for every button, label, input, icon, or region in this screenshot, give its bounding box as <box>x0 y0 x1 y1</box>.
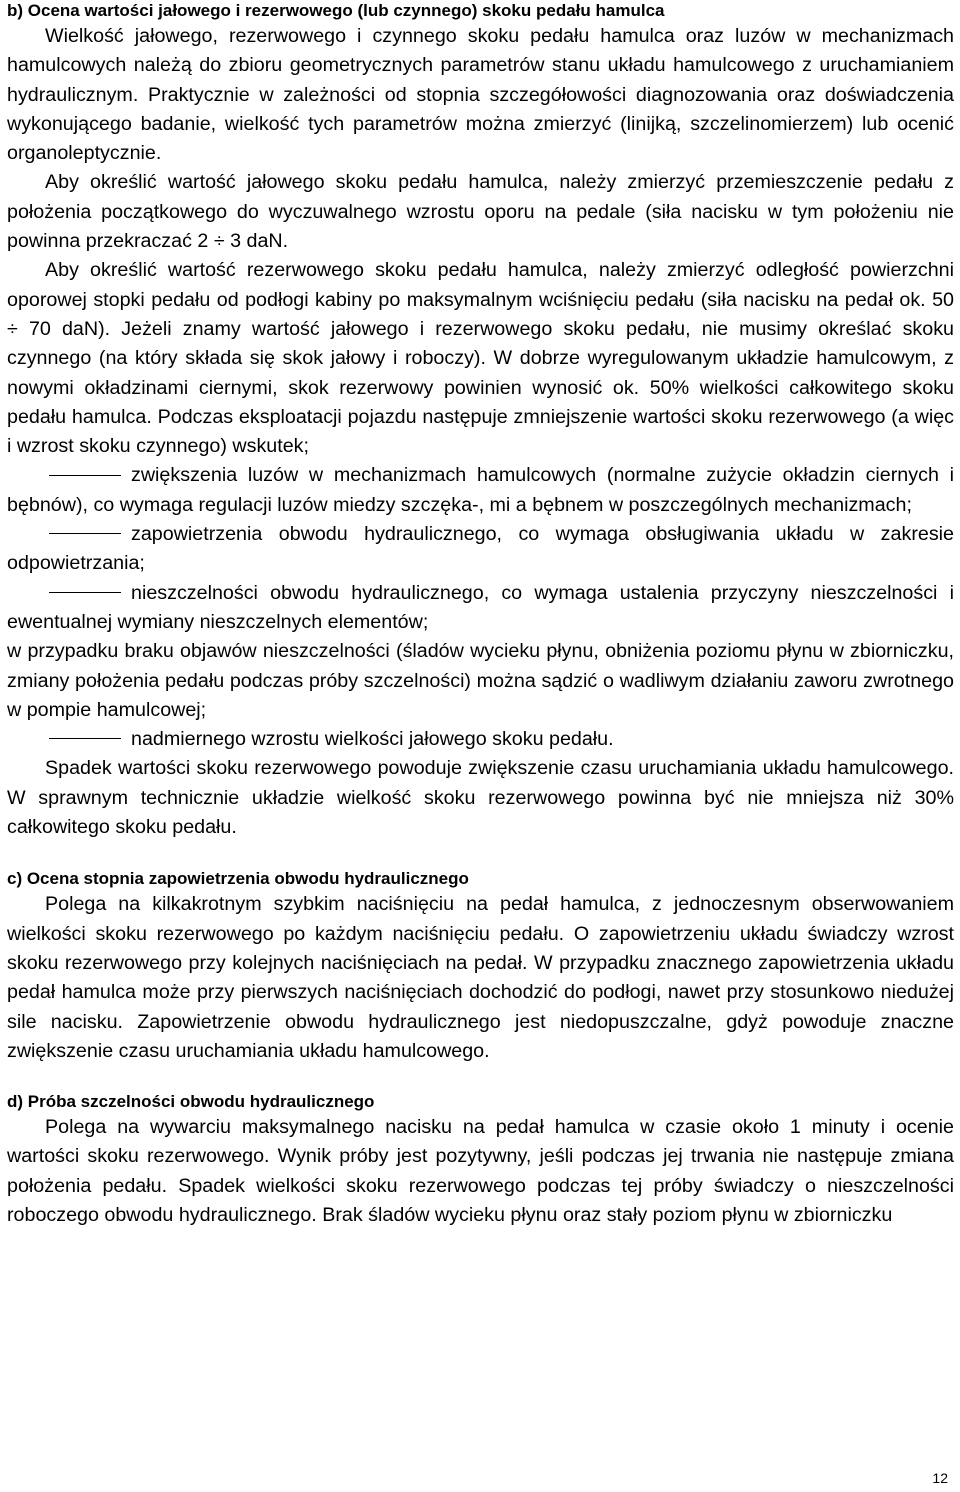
dash-marker <box>49 738 121 739</box>
dash-item-3 <box>7 579 954 638</box>
dash-marker <box>49 475 121 476</box>
page-number: 12 <box>932 1470 948 1486</box>
section-d-paragraph-1: Polega na wywarciu maksymalnego nacisku na pedał hamulca w czasie około 1 minuty i ocenie wartości skoku rezerwowego. Wynik próby jest pozytywny, jeśli podczas jej trwania nie następuje zmiana położenia pedału. Spadek wielkości skoku rezerwowego podczas tej próby świadczy o nieszczelności roboczego obwodu hydraulicznego. Brak śladów wycieku płynu oraz stały poziom płynu w zbiorniczku <box>7 1116 954 1226</box>
dash-item-text: nieszczelności obwodu hydraulicznego, co wymaga ustalenia przyczyny nieszczelności i ewentualnej wymiany nieszczelnych elementów; <box>7 581 954 633</box>
section-b-heading: b) Ocena wartości jałowego i rezerwowego (lub czynnego) skoku pedału hamulca <box>7 1 665 20</box>
section-b-paragraph-3: Aby określić wartość rezerwowego skoku pedału hamulca, należy zmierzyć odległość powierzchni oporowej stopki pedału od podłogi kabiny po maksymalnym wciśnięciu pedału (siła nacisku na pedał ok. 50 ÷ 70 daN). Jeżeli znamy wartość jałowego i rezerwowego skoku pedału, nie musimy określać skoku czynnego (na który składa się skok jałowy i roboczy). W dobrze wyregulowanym układzie hamulcowym, z nowymi okładzinami ciernymi, skok rezerwowy powinien wynosić ok. 50% wielkości całkowitego skoku pedału hamulca. Podczas eksploatacji pojazdu następuje zmniejszenie wartości skoku rezerwowego (a więc i wzrost skoku czynnego) wskutek; <box>7 259 954 458</box>
section-d-heading: d) Próba szczelności obwodu hydraulicznego <box>7 1092 375 1112</box>
section-b-paragraph-5: Spadek wartości skoku rezerwowego powoduje zwiększenie czasu uruchamiania układu hamulcowego. W sprawnym technicznie układzie wielkość skoku rezerwowego powinna być nie mniejsza niż 30% całkowitego skoku pedału. <box>7 757 954 839</box>
section-b-paragraph-1: Wielkość jałowego, rezerwowego i czynnego skoku pedału hamulca oraz luzów w mechanizmach hamulcowych należą do zbioru geometrycznych parametrów stanu układu hamulcowego z uruchamianiem hydraulicznym. Praktycznie w zależności od stopnia szczegółowości diagnozowania oraz doświadczenia wykonującego badanie, wielkość tych parametrów można zmierzyć (linijką, szczelinomierzem) lub ocenić organoleptycznie. <box>7 25 954 165</box>
dash-item-1 <box>7 461 954 520</box>
dash-item-text: zapowietrzenia obwodu hydraulicznego, co wymaga obsługiwania układu w zakresie odpowietrzania; <box>7 523 954 575</box>
section-b-paragraph-2: Aby określić wartość jałowego skoku pedału hamulca, należy zmierzyć przemieszczenie pedału z położenia początkowego do wyczuwalnego wzrostu oporu na pedale (siła nacisku w tym położeniu nie powinna przekraczać 2 ÷ 3 daN. <box>7 171 954 253</box>
dash-item-2 <box>7 520 954 579</box>
dash-marker <box>49 592 121 593</box>
dash-item-4 <box>7 725 954 754</box>
document-page <box>7 0 954 1230</box>
dash-item-text: nadmiernego wzrostu wielkości jałowego skoku pedału. <box>131 728 614 751</box>
dash-item-text: zwiększenia luzów w mechanizmach hamulcowych (normalne zużycie okładzin ciernych i bębnów), co wymaga regulacji luzów miedzy szczęka-, mi a bębnem w poszczególnych mechanizmach; <box>7 464 954 516</box>
section-c-heading: c) Ocena stopnia zapowietrzenia obwodu hydraulicznego <box>7 869 469 889</box>
section-c-paragraph-1: Polega na kilkakrotnym szybkim naciśnięciu na pedał hamulca, z jednoczesnym obserwowaniem wielkości skoku rezerwowego po każdym naciśnięciu pedału. O zapowietrzeniu układu świadczy wzrost skoku rezerwowego przy kolejnych naciśnięciach na pedał. W przypadku znacznego zapowietrzenia układu pedał hamulca może przy pierwszych naciśnięciach dochodzić do podłogi, nawet przy stosunkowo niedużej sile nacisku. Zapowietrzenie obwodu hydraulicznego jest niedopuszczalne, gdyż powoduje znaczne zwiększenie czasu uruchamiania układu hamulcowego. <box>7 893 954 1062</box>
dash-marker <box>49 533 121 534</box>
section-b-paragraph-4: w przypadku braku objawów nieszczelności (śladów wycieku płynu, obniżenia poziomu płynu w zbiorniczku, zmiany położenia pedału podczas próby szczelności) można sądzić o wadliwym działaniu zaworu zwrotnego w pompie hamulcowej; <box>7 640 954 721</box>
